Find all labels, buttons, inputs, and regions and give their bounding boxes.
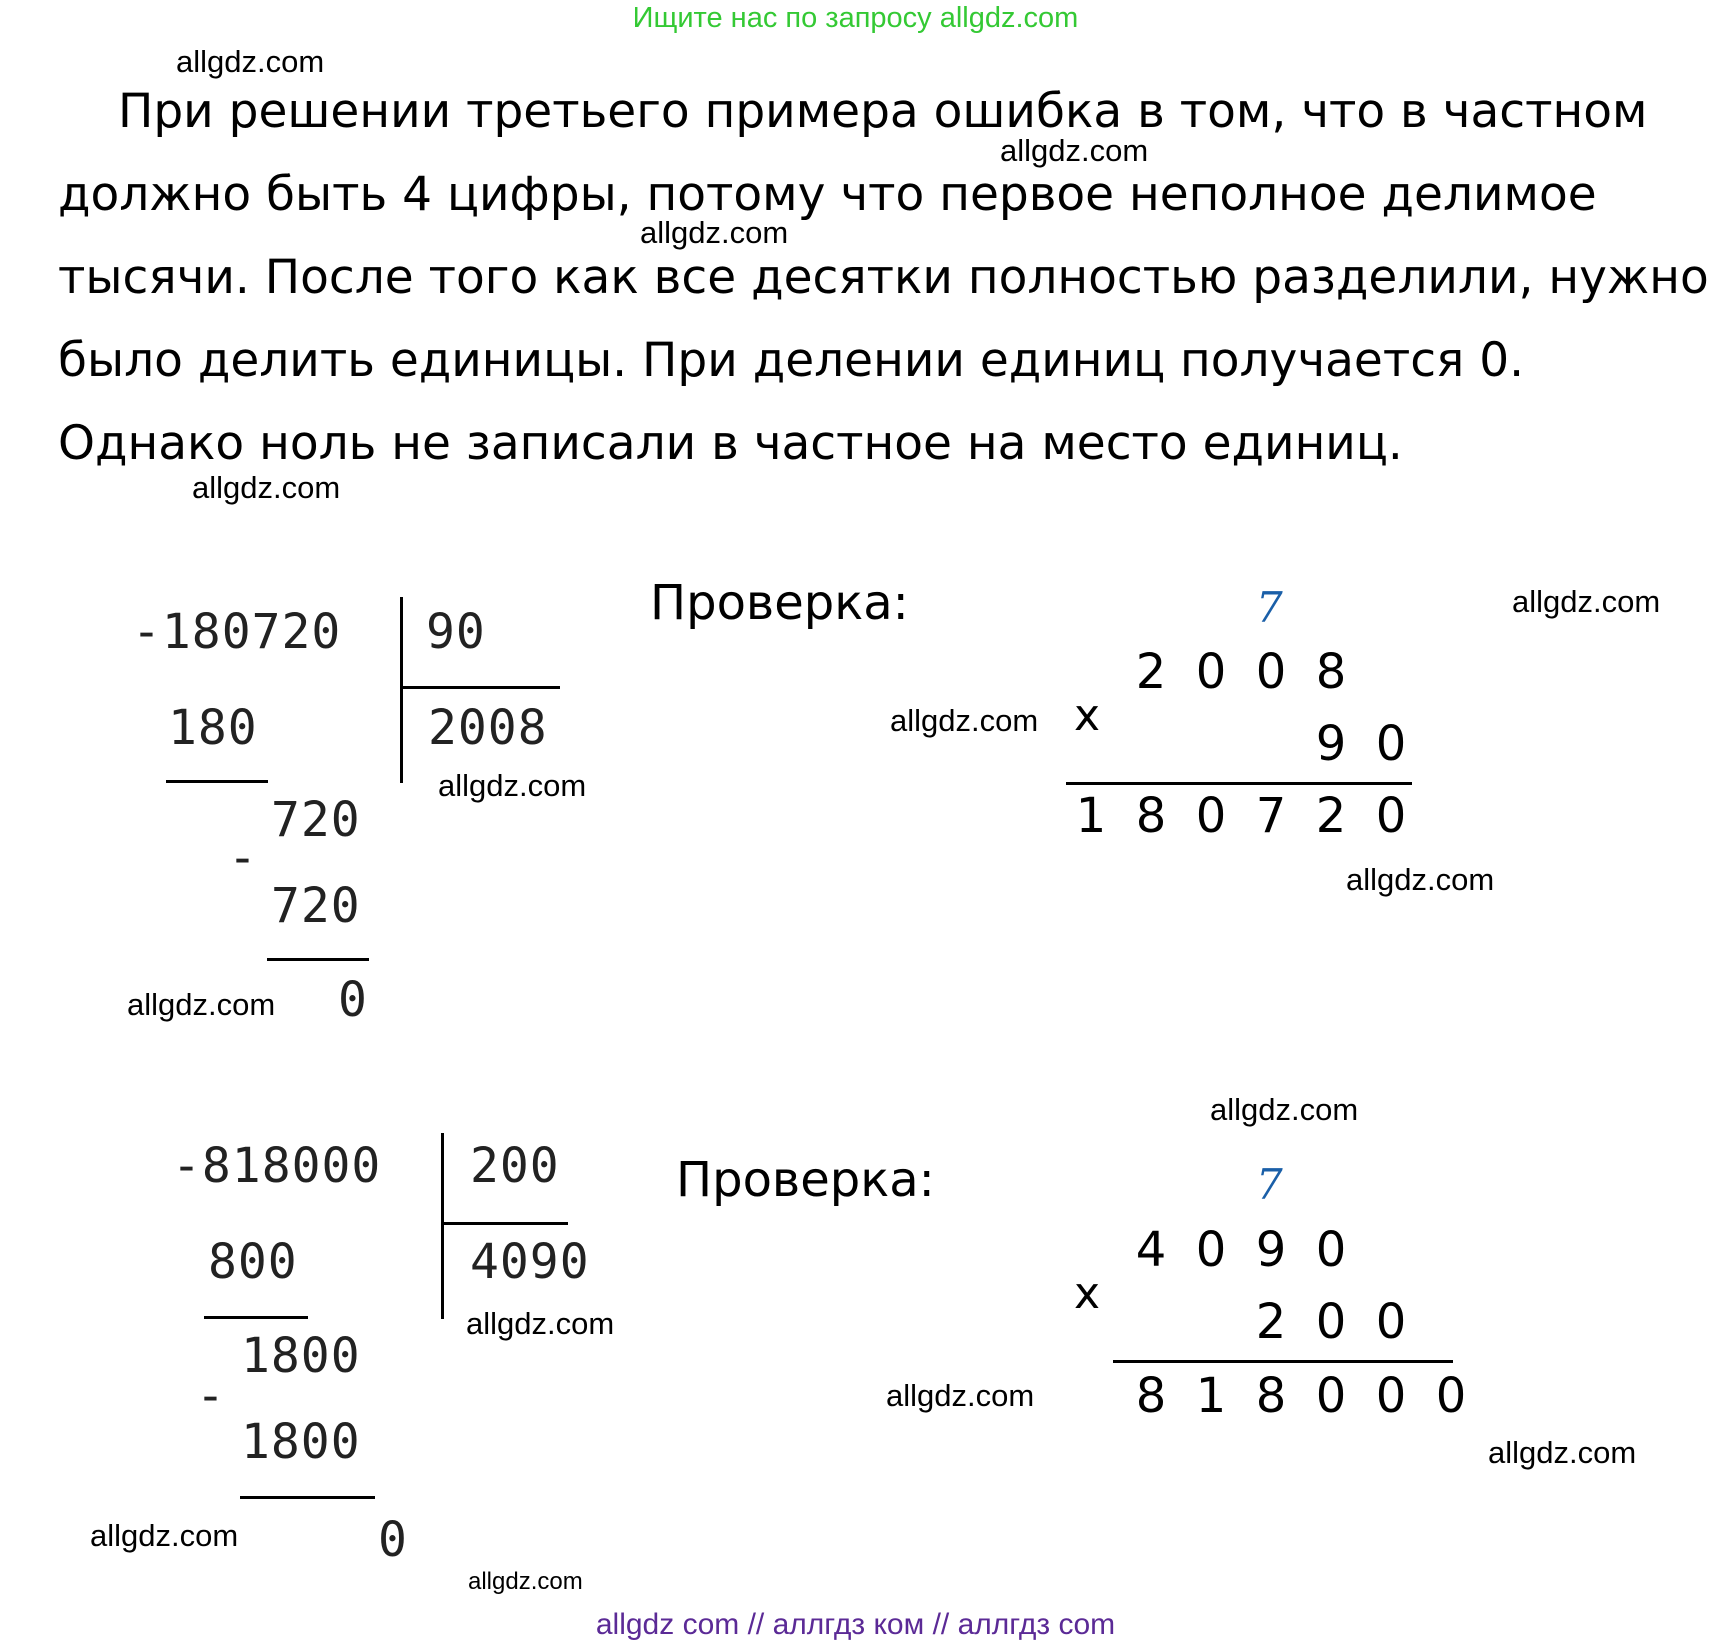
product-digit: 1 (1195, 1368, 1227, 1424)
multiply-sign: x (1074, 1268, 1101, 1319)
carry-digit: 7 (1256, 583, 1283, 632)
division-vertical-bar (400, 597, 403, 783)
watermark: allgdz.com (90, 1518, 239, 1553)
multiplicand-digit: 9 (1255, 1222, 1287, 1278)
multiply-sign: x (1074, 690, 1101, 741)
explanation-paragraph (58, 70, 1709, 485)
watermark: allgdz.com (1000, 133, 1149, 168)
watermark: allgdz.com (176, 44, 325, 79)
multiplicand-digit: 0 (1255, 644, 1287, 700)
check-title: Проверка: (676, 1152, 935, 1208)
minus-sign: - (196, 1368, 226, 1424)
multiplicand-digit: 0 (1315, 1222, 1347, 1278)
watermark: allgdz.com (1210, 1092, 1359, 1127)
minus-sign: - (228, 830, 258, 886)
quotient: 2008 (428, 700, 548, 756)
watermark: allgdz.com (192, 470, 341, 505)
paragraph-line: должно быть 4 цифры, потому что первое неполное делимое (58, 167, 1597, 222)
product-digit: 8 (1255, 1368, 1287, 1424)
carry-digit: 7 (1256, 1160, 1283, 1209)
product-digit: 0 (1195, 788, 1227, 844)
paragraph-line: было делить единицы. При делении единиц получается 0. (58, 333, 1525, 388)
subtraction-line (166, 780, 268, 783)
product-digit: 7 (1255, 788, 1287, 844)
multiplier-digit: 0 (1375, 716, 1407, 772)
remainder-step: 1800 (241, 1328, 361, 1384)
footer-links: allgdz com // аллгдз ком // аллгдз com (595, 1608, 1116, 1641)
check-title: Проверка: (650, 575, 909, 631)
product-digit: 8 (1135, 1368, 1167, 1424)
product-digit: 8 (1135, 788, 1167, 844)
paragraph-line: При решении третьего примера ошибка в том, что в частном (118, 84, 1648, 139)
watermark: allgdz.com (886, 1378, 1035, 1413)
division-vertical-bar (441, 1133, 444, 1319)
product-digit: 0 (1375, 1368, 1407, 1424)
dividend: -180720 (132, 604, 342, 660)
final-remainder: 0 (378, 1512, 408, 1568)
product-digit: 1 (1075, 788, 1107, 844)
subtraction-line (267, 958, 369, 961)
product-digit: 0 (1375, 788, 1407, 844)
watermark: allgdz.com (438, 768, 587, 803)
second-subtrahend: 1800 (241, 1414, 361, 1470)
paragraph-line: тысячи. После того как все десятки полностью разделили, нужно (58, 250, 1709, 305)
product-digit: 0 (1315, 1368, 1347, 1424)
watermark: allgdz.com (640, 215, 789, 250)
remainder-step: 720 (271, 792, 361, 848)
subtraction-line (240, 1496, 375, 1499)
multiplicand-digit: 0 (1195, 1222, 1227, 1278)
quotient: 4090 (470, 1234, 590, 1290)
multiplier-digit: 0 (1315, 1294, 1347, 1350)
product-digit: 2 (1315, 788, 1347, 844)
multiplicand-digit: 0 (1195, 644, 1227, 700)
quotient-bar (441, 1222, 568, 1225)
watermark: allgdz.com (890, 703, 1039, 738)
dividend: -818000 (172, 1138, 382, 1194)
watermark: allgdz.com (1512, 584, 1661, 619)
watermark: allgdz.com (468, 1568, 583, 1595)
first-subtrahend: 800 (208, 1234, 298, 1290)
watermark: allgdz.com (1346, 862, 1495, 897)
multiplicand-digit: 4 (1135, 1222, 1167, 1278)
paragraph-line: Однако ноль не записали в частное на место единиц. (58, 416, 1403, 471)
product-digit: 0 (1435, 1368, 1467, 1424)
multiplicand-digit: 8 (1315, 644, 1347, 700)
multiplier-digit: 9 (1315, 716, 1347, 772)
quotient-bar (400, 686, 560, 689)
product-line (1066, 782, 1412, 785)
search-banner: Ищите нас по запросу allgdz.com (632, 2, 1079, 34)
watermark: allgdz.com (466, 1306, 615, 1341)
final-remainder: 0 (338, 972, 368, 1028)
watermark: allgdz.com (127, 987, 276, 1022)
multiplier-digit: 2 (1255, 1294, 1287, 1350)
multiplicand-digit: 2 (1135, 644, 1167, 700)
divisor: 90 (426, 604, 486, 660)
first-subtrahend: 180 (168, 700, 258, 756)
second-subtrahend: 720 (271, 878, 361, 934)
multiplier-digit: 0 (1375, 1294, 1407, 1350)
subtraction-line (204, 1316, 308, 1319)
product-line (1113, 1360, 1453, 1363)
divisor: 200 (470, 1138, 560, 1194)
watermark: allgdz.com (1488, 1435, 1637, 1470)
